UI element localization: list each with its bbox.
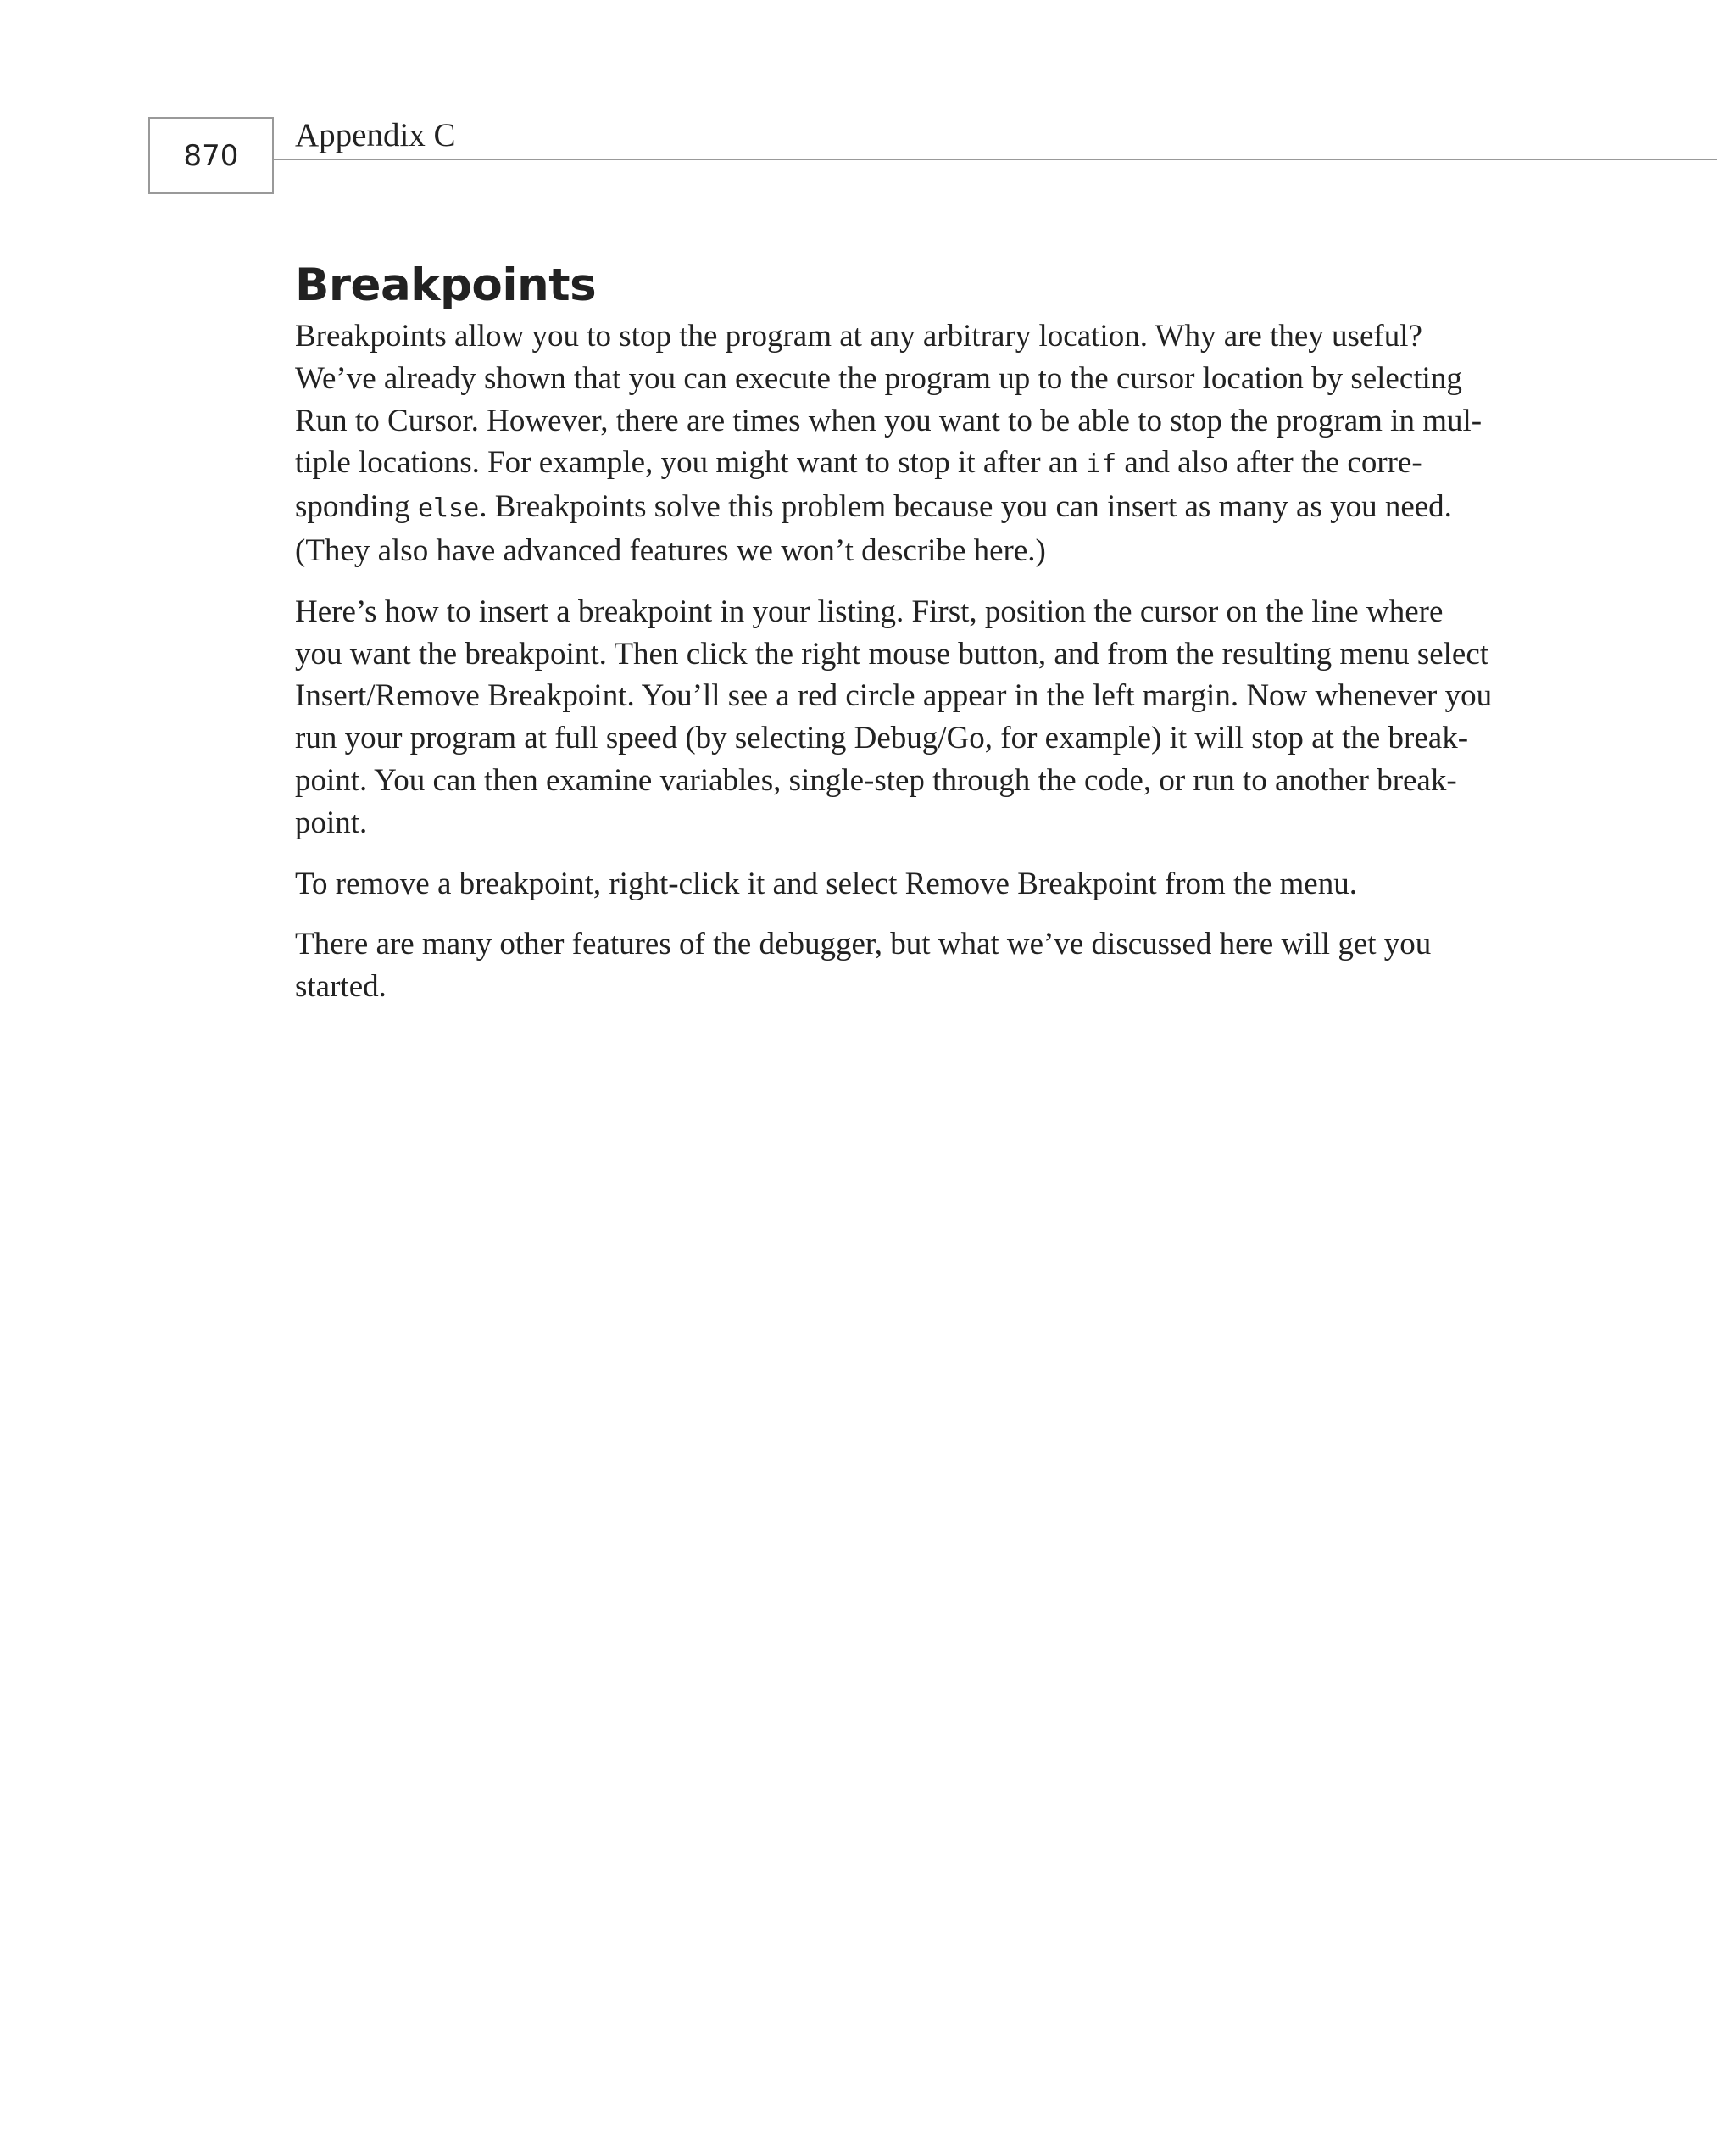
text-line: point. [295,805,368,840]
text-line: There are many other features of the debugger, but what we’ve discussed here will get you [295,927,1432,962]
section-heading: Breakpoints [295,259,597,311]
running-head: Appendix C [295,117,456,153]
text-line [295,442,1550,486]
text-line: Run to Cursor. However, there are times when you want to be able to stop the program in mul- [295,403,1483,438]
text-line: We’ve already shown that you can execute the program up to the cursor location by selecting [295,360,1462,396]
text-run: sponding [295,489,418,525]
paragraph-breakpoints-intro [295,315,1550,572]
code-keyword-if: if [1086,449,1117,480]
paragraph-remove-breakpoint [295,863,1550,906]
text-line: you want the breakpoint. Then click the right mouse button, and from the resulting menu select [295,636,1489,672]
text-line: Here’s how to insert a breakpoint in your listing. First, position the cursor on the line where [295,594,1444,629]
text-line: point. You can then examine variables, single-step through the code, or run to another break- [295,762,1457,798]
text-line: To remove a breakpoint, right-click it and select Remove Breakpoint from the menu. [295,866,1357,901]
text-line: Insert/Remove Breakpoint. You’ll see a red circle appear in the left margin. Now whenever you [295,678,1493,714]
code-keyword-else: else [417,493,480,524]
text-line: Breakpoints allow you to stop the program at any arbitrary location. Why are they useful? [295,319,1422,354]
text-run: tiple locations. For example, you might want to stop it after an [295,445,1087,481]
text-run: and also after the corre- [1116,445,1422,481]
text-line [295,486,1550,530]
text-line: started. [295,969,387,1005]
header-rule [274,159,1717,160]
paragraph-other-features [295,923,1550,1008]
page-number: 870 [148,117,274,194]
page-body [295,256,1550,1027]
text-line: (They also have advanced features we won’t describe here.) [295,532,1046,568]
text-line: run your program at full speed (by selecting Debug/Go, for example) it will stop at the break- [295,721,1469,756]
paragraph-insert-breakpoint [295,591,1550,844]
text-run: . Breakpoints solve this problem because you can insert as many as you need. [479,489,1452,525]
